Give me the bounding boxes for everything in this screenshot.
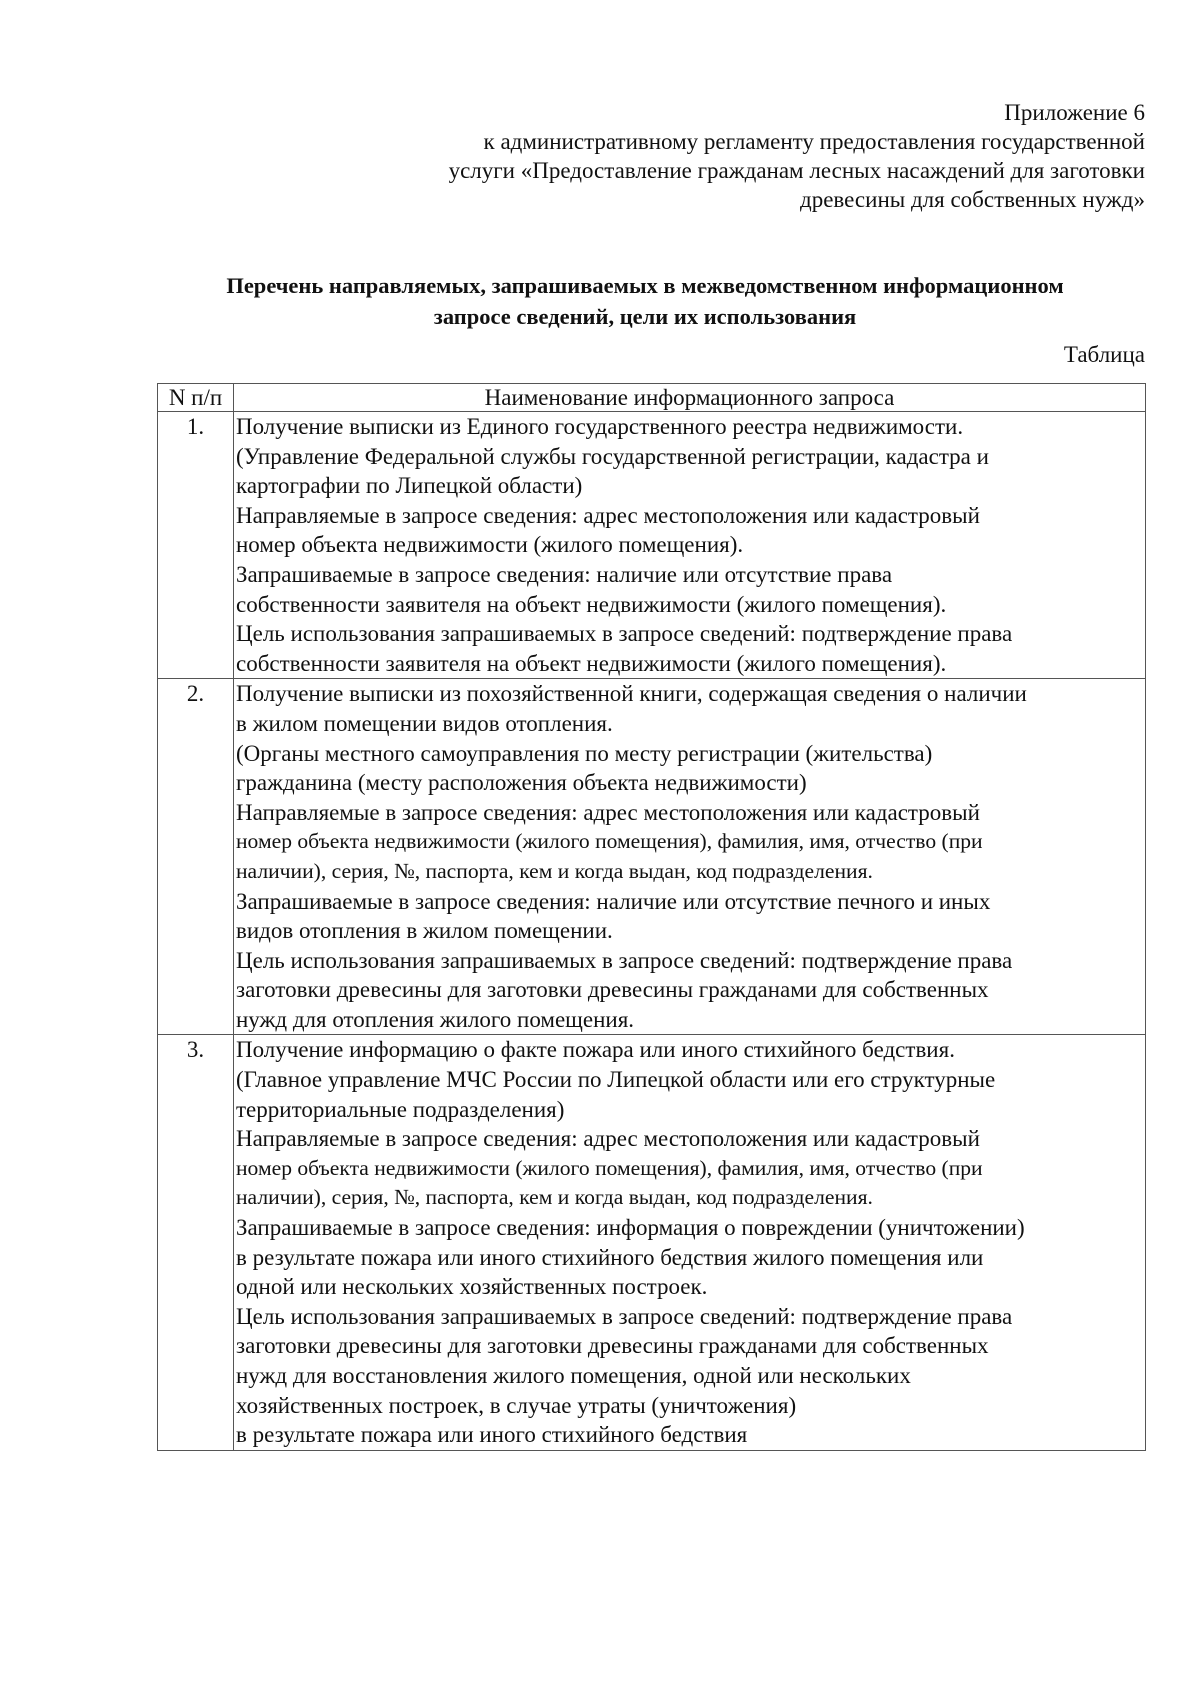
row-text-line: собственности заявителя на объект недвижимости (жилого помещения).	[236, 591, 947, 617]
appendix-line: древесины для собственных нужд»	[800, 187, 1145, 212]
row-text-line: территориальные подразделения)	[236, 1096, 565, 1122]
row-text-line: Цель использования запрашиваемых в запросе сведений: подтверждение права	[236, 947, 1013, 973]
appendix-header	[245, 98, 1145, 214]
row-text-line: Запрашиваемые в запросе сведения: наличие или отсутствие печного и иных	[236, 888, 991, 914]
row-text-line: (Главное управление МЧС России по Липецкой области или его структурные	[236, 1067, 996, 1093]
row-text-line: номер объекта недвижимости (жилого помещения), фамилия, имя, отчество (при	[236, 829, 983, 854]
column-header-name: Наименование информационного запроса	[234, 384, 1146, 412]
appendix-line: услуги «Предоставление гражданам лесных насаждений для заготовки	[448, 158, 1145, 183]
row-text-line: Получение выписки из похозяйственной книги, содержащая сведения о наличии	[236, 681, 1027, 707]
table-header-row	[158, 384, 1146, 412]
row-number: 1.	[158, 412, 234, 679]
row-text-line: картографии по Липецкой области)	[236, 473, 583, 499]
row-text-line: Цель использования запрашиваемых в запросе сведений: подтверждение права	[236, 621, 1013, 647]
row-text-line: Запрашиваемые в запросе сведения: наличие или отсутствие права	[236, 561, 893, 587]
row-text-line: номер объекта недвижимости (жилого помещения), фамилия, имя, отчество (при	[236, 1155, 983, 1180]
row-text-line: нужд для отопления жилого помещения.	[236, 1006, 635, 1032]
row-text-line: наличии), серия, №, паспорта, кем и когда выдан, код подразделения.	[236, 858, 873, 883]
row-description	[234, 1035, 1146, 1450]
row-description	[234, 679, 1146, 1035]
row-text-line: видов отопления в жилом помещении.	[236, 918, 613, 944]
requests-table	[157, 383, 1146, 1451]
row-text-line: собственности заявителя на объект недвижимости (жилого помещения).	[236, 650, 947, 676]
row-text-line: (Органы местного самоуправления по месту регистрации (жительства)	[236, 740, 933, 766]
row-text-line: в результате пожара или иного стихийного бедствия жилого помещения или	[236, 1244, 984, 1270]
appendix-line: Приложение 6	[1004, 100, 1145, 125]
row-text-line: Получение выписки из Единого государственного реестра недвижимости.	[236, 414, 964, 439]
row-text-line: Направляемые в запросе сведения: адрес местоположения или кадастровый	[236, 799, 980, 825]
row-text-line: (Управление Федеральной службы государственной регистрации, кадастра и	[236, 443, 989, 469]
appendix-line: к административному регламенту предоставления государственной	[483, 129, 1145, 154]
table-row	[158, 412, 1146, 679]
row-text-line: Цель использования запрашиваемых в запросе сведений: подтверждение права	[236, 1303, 1013, 1329]
title-line: запросе сведений, цели их использования	[433, 304, 857, 329]
row-text-line: заготовки древесины для заготовки древесины гражданами для собственных	[236, 1333, 989, 1359]
row-text-line: нужд для восстановления жилого помещения, одной или нескольких	[236, 1363, 911, 1388]
table-caption: Таблица	[1063, 342, 1145, 367]
row-text-line: Запрашиваемые в запросе сведения: информация о повреждении (уничтожении)	[236, 1215, 1025, 1241]
row-text-line: гражданина (месту расположения объекта недвижимости)	[236, 770, 807, 796]
document-title	[145, 270, 1145, 332]
row-text-line: заготовки древесины для заготовки древесины гражданами для собственных	[236, 977, 989, 1003]
column-header-number: N п/п	[158, 384, 234, 412]
row-text-line: Направляемые в запросе сведения: адрес местоположения или кадастровый	[236, 1126, 980, 1152]
row-number: 2.	[158, 679, 234, 1035]
table-row	[158, 679, 1146, 1035]
row-text-line: в результате пожара или иного стихийного бедствия	[236, 1422, 748, 1448]
row-text-line: Направляемые в запросе сведения: адрес местоположения или кадастровый	[236, 502, 980, 528]
row-text-line: в жилом помещении видов отопления.	[236, 710, 613, 736]
row-description	[234, 412, 1146, 679]
row-number: 3.	[158, 1035, 234, 1450]
row-text-line: Получение информацию о факте пожара или иного стихийного бедствия.	[236, 1037, 955, 1063]
row-text-line: одной или нескольких хозяйственных построек.	[236, 1274, 708, 1300]
row-text-line: наличии), серия, №, паспорта, кем и когда выдан, код подразделения.	[236, 1185, 873, 1210]
title-line: Перечень направляемых, запрашиваемых в межведомственном информационном	[226, 273, 1064, 298]
table-row	[158, 1035, 1146, 1450]
row-text-line: хозяйственных построек, в случае утраты (уничтожения)	[236, 1392, 797, 1418]
row-text-line: номер объекта недвижимости (жилого помещения).	[236, 532, 744, 558]
